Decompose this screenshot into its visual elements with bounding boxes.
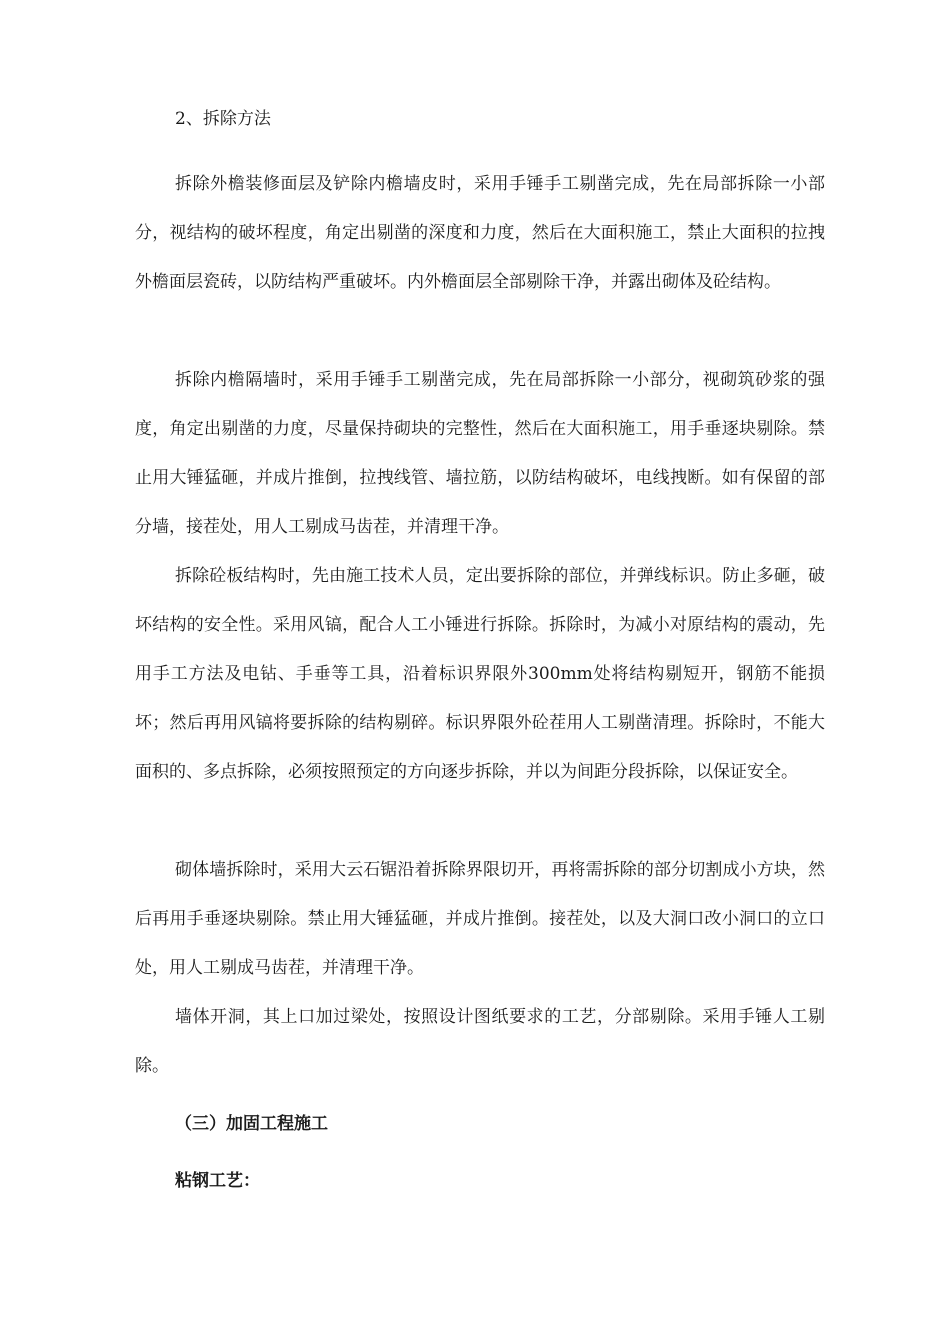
sub-heading: 粘钢工艺：: [175, 1171, 260, 1191]
subsection-title: （三）加固工程施工: [175, 1114, 328, 1134]
paragraph-facade-removal: 拆除外檐装修面层及铲除内檐墙皮时，采用手锤手工剔凿完成，先在局部拆除一小部分，视结构的破坏程度，角定出剔凿的深度和力度，然后在大面积施工，禁止大面积的拉拽外檐面层瓷砖，以防结构严重破坏。内外檐面层全部剔除干净，并露出砌体及砼结构。: [135, 174, 825, 292]
paragraph-slab-removal: 拆除砼板结构时，先由施工技术人员，定出要拆除的部位，并弹线标识。防止多砸，破坏结构的安全性。采用风镐，配合人工小锤进行拆除。拆除时，为减小对原结构的震动，先用手工方法及电钻、手垂等工具，沿着标识界限外300mm处将结构剔短开，钢筋不能损坏；然后再用风镐将要拆除的结构剔碎。标识界限外砼茬用人工剔凿清理。拆除时，不能大面积的、多点拆除，必须按照预定的方向逐步拆除，并以为间距分段拆除，以保证安全。: [135, 566, 825, 782]
section-title: 2、拆除方法: [175, 109, 271, 129]
paragraph-masonry-removal: 砌体墙拆除时，采用大云石锯沿着拆除界限切开，再将需拆除的部分切割成小方块，然后再用手垂逐块剔除。禁止用大锤猛砸，并成片推倒。接茬处，以及大洞口改小洞口的立口处，用人工剔成马齿茬，并清理干净。: [135, 860, 825, 978]
paragraph-wall-opening: 墙体开洞，其上口加过梁处，按照设计图纸要求的工艺，分部剔除。采用手锤人工剔除。: [135, 1007, 825, 1076]
paragraph-partition-removal: 拆除内檐隔墙时，采用手锤手工剔凿完成，先在局部拆除一小部分，视砌筑砂浆的强度，角定出剔凿的力度，尽量保持砌块的完整性，然后在大面积施工，用手垂逐块剔除。禁止用大锤猛砸，并成片推倒，拉拽线管、墙拉筋，以防结构破坏，电线拽断。如有保留的部分墙，接茬处，用人工剔成马齿茬，并清理干净。: [135, 370, 825, 537]
